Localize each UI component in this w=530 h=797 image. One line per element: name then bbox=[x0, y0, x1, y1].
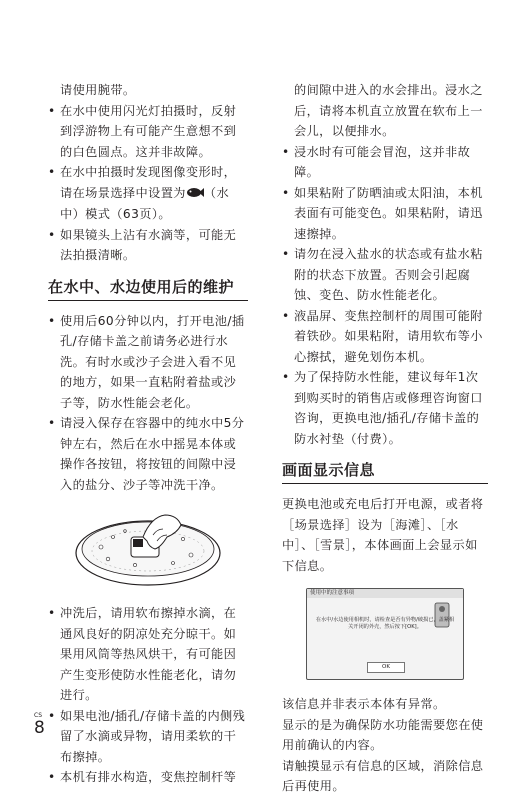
fish-icon bbox=[186, 184, 204, 205]
intro-text: 请使用腕带。 bbox=[60, 83, 136, 97]
list-item: • 如果粘附了防晒油或太阳油，本机表面有可能变色。如果粘附，请迅速擦掉。 bbox=[282, 183, 488, 245]
scene-text: 在水中拍摄时发现图像变形时，请在场景选择中设置为 bbox=[60, 165, 237, 200]
bullet-list-bottom bbox=[48, 603, 248, 788]
list-item bbox=[48, 162, 248, 225]
after-text-2: 显示的是为确保防水功能需要您在使用前确认的内容。 bbox=[282, 717, 484, 752]
list-item: • 浸水时有可能会冒泡，这并非故障。 bbox=[282, 142, 488, 183]
section-title-maintenance: 在水中、水边使用后的维护 bbox=[48, 276, 248, 301]
after-text-3: 请触摸显示有信息的区域，消除信息后再使用。 bbox=[282, 758, 484, 793]
ok-button[interactable]: OK bbox=[367, 662, 405, 673]
bullet-list-right bbox=[282, 142, 488, 450]
left-column bbox=[48, 80, 248, 788]
list-item: • 使用后60分钟以内，打开电池/插孔/存储卡盖之前请务必进行水洗。有时水或沙子会进入看不见的地方，如果一直粘附着盐或沙子等，防水性能会老化。 bbox=[48, 311, 248, 414]
page-number: 8 bbox=[34, 718, 45, 738]
scene-suffix: （水中）模式（63页）。 bbox=[60, 185, 230, 221]
list-item: • 如果电池/插孔/存储卡盖的内侧残留了水滴或异物，请用柔软的干布擦掉。 bbox=[48, 706, 248, 768]
list-item: • 如果镜头上沾有水滴等，可能无法拍摄清晰。 bbox=[48, 225, 248, 266]
right-column bbox=[282, 80, 488, 797]
bullet-list-mid bbox=[48, 311, 248, 496]
page-language-label: CS bbox=[34, 712, 42, 719]
bullet-list-top bbox=[48, 101, 248, 266]
screen-info-body: 更换电池或充电后打开电源，或者将［场景选择］设为［海滩］、［水中］、［雪景］，本体画面上会显示如下信息。 bbox=[282, 497, 484, 573]
list-item: • 在水中使用闪光灯拍摄时，反射到浮游物上有可能产生意想不到的白色圆点。这并非故障。 bbox=[48, 101, 248, 163]
list-item: • 为了保持防水性能，建议每年1次到购买时的销售店或修理咨询窗口咨询，更换电池/插孔/存储卡盖的防水衬垫（付费）。 bbox=[282, 367, 488, 449]
continued-text: 的间隙中进入的水会排出。浸水之后，请将本机直立放置在软布上一会儿，以便排水。 bbox=[294, 83, 483, 138]
section-title-screen-info: 画面显示信息 bbox=[282, 459, 488, 484]
list-item: • 液晶屏、变焦控制杆的周围可能附着铁砂。如果粘附，请用软布等小心擦拭，避免划伤本机。 bbox=[282, 306, 488, 368]
screen-message-illustration bbox=[306, 588, 464, 680]
list-item: • 冲洗后，请用软布擦掉水滴，在通风良好的阴凉处充分晾干。如果用风筒等热风烘干，有可能因产生变形使防水性能老化，请勿进行。 bbox=[48, 603, 248, 706]
washing-illustration bbox=[48, 507, 248, 589]
screen-message-title: 使用中的注意事项 bbox=[307, 589, 463, 598]
list-item: • 请浸入保存在容器中的纯水中5分钟左右，然后在水中摇晃本体或操作各按钮，将按钮的间隙中浸入的盐分、沙子等冲洗干净。 bbox=[48, 413, 248, 495]
after-text-1: 该信息并非表示本体有异常。 bbox=[282, 697, 446, 711]
list-item: • 本机有排水构造，变焦控制杆等 bbox=[48, 767, 248, 788]
list-item: • 请勿在浸入盐水的状态或有盐水粘附的状态下放置。否则会引起腐蚀、变色、防水性能老化。 bbox=[282, 244, 488, 306]
screen-message-text: 在水中/水边使用相机时，请检查是否有异物/破损已，盖紧相关开闭的外壳，然后按下[OK]。 bbox=[315, 617, 455, 630]
